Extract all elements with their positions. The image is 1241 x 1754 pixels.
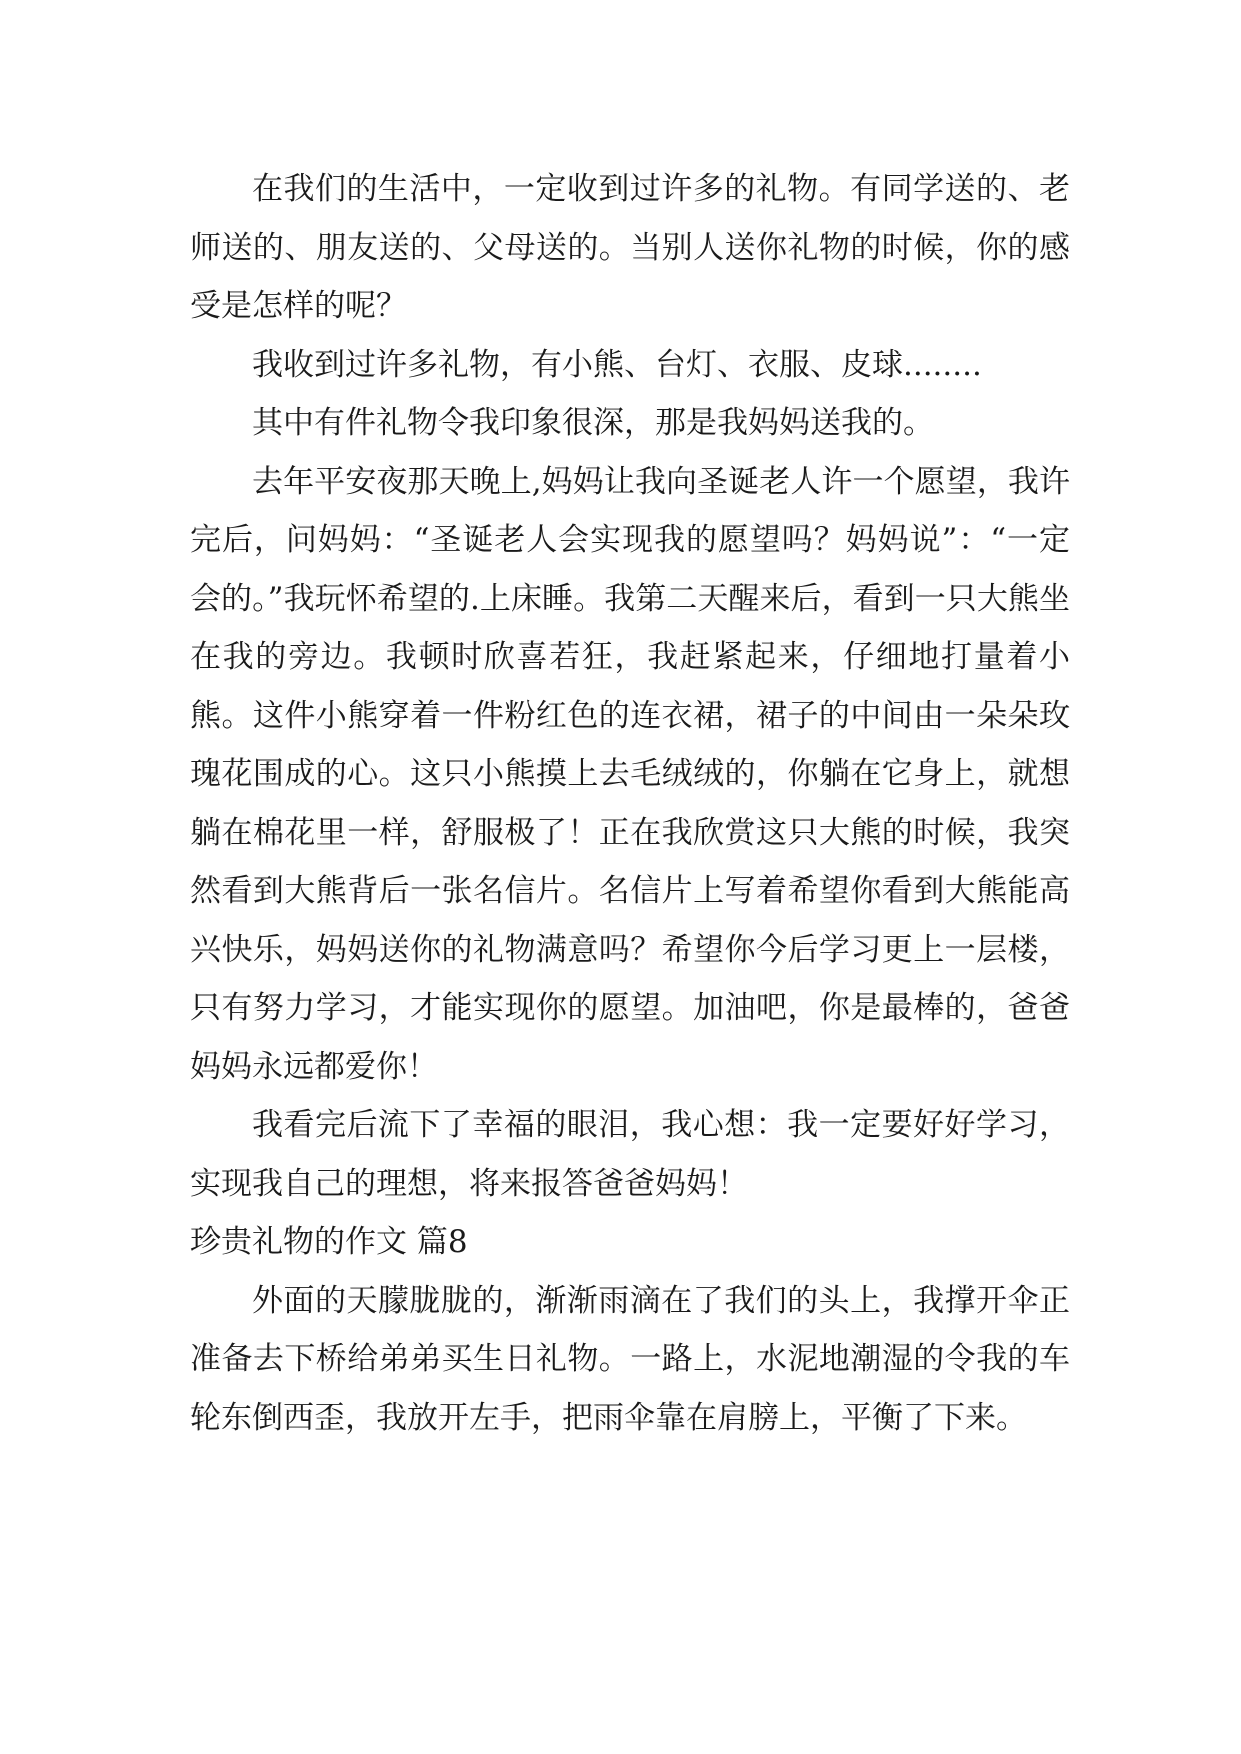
paragraph-christmas-eve: 去年平安夜那天晚上,妈妈让我向圣诞老人许一个愿望，我许完后，问妈妈：“圣诞老人会实现我的愿望吗？妈妈说”：“一定会的。”我玩怀希望的.上床睡。我第二天醒来后，看到一只大熊坐在我的旁边。我顿时欣喜若狂，我赶紧起来，仔细地打量着小熊。这件小熊穿着一件粉红色的连衣裙，裙子的中间由一朵朵玫瑰花围成的心。这只小熊摸上去毛绒绒的，你躺在它身上，就想躺在棉花里一样，舒服极了！正在我欣赏这只大熊的时候，我突然看到大熊背后一张名信片。名信片上写着希望你看到大熊能高兴快乐，妈妈送你的礼物满意吗？希望你今后学习更上一层楼，只有努力学习，才能实现你的愿望。加油吧，你是最棒的，爸爸妈妈永远都爱你！ — [190, 463, 1070, 1085]
document-body — [190, 160, 1070, 1447]
paragraph-memorable-gift: 其中有件礼物令我印象很深，那是我妈妈送我的。 — [252, 405, 934, 441]
paragraph-conclusion: 我看完后流下了幸福的眼泪，我心想：我一定要好好学习，实现我自己的理想，将来报答爸爸妈妈！ — [190, 1107, 1070, 1202]
paragraph-rainy-day: 外面的天朦胧胧的，渐渐雨滴在了我们的头上，我撑开伞正准备去下桥给弟弟买生日礼物。一路上，水泥地潮湿的令我的车轮东倒西歪，我放开左手，把雨伞靠在肩膀上，平衡了下来。 — [190, 1282, 1070, 1436]
paragraph-gift-list: 我收到过许多礼物，有小熊、台灯、衣服、皮球........ — [252, 346, 982, 383]
section-heading: 珍贵礼物的作文 篇8 — [190, 1224, 468, 1260]
paragraph-intro: 在我们的生活中，一定收到过许多的礼物。有同学送的、老师送的、朋友送的、父母送的。当别人送你礼物的时候，你的感受是怎样的呢？ — [190, 171, 1070, 324]
